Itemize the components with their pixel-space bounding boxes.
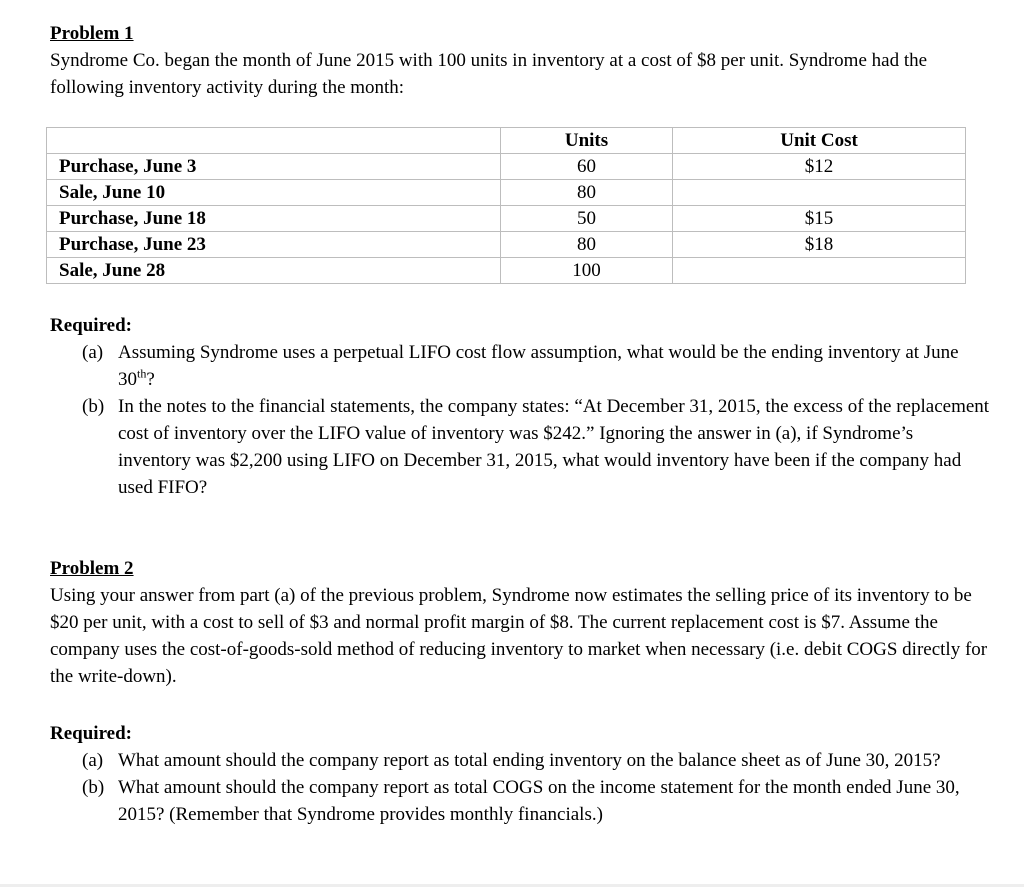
row-label: Sale, June 28	[47, 258, 501, 284]
row-label: Sale, June 10	[47, 180, 501, 206]
row-units: 50	[500, 206, 672, 232]
question-label: (a)	[82, 342, 104, 363]
question-a	[50, 747, 990, 774]
header-unit-cost: Unit Cost	[673, 128, 966, 154]
table-row	[47, 180, 966, 206]
problem-1-questions	[50, 339, 990, 501]
row-label: Purchase, June 18	[47, 206, 501, 232]
problem-2-intro: Using your answer from part (a) of the previous problem, Syndrome now estimates the selling price of its inventory to be $20 per unit, with a cost to sell of $3 and normal profit margin of $8. The current replacement cost is $7. Assume the company uses the cost-of-goods-sold method of reducing inventory to market when necessary (i.e. debit COGS directly for the write-down).	[50, 585, 988, 687]
row-unit-cost: $18	[673, 232, 966, 258]
problem-1-required-label: Required:	[50, 315, 132, 336]
table-row	[47, 258, 966, 284]
question-text: Assuming Syndrome uses a perpetual LIFO cost flow assumption, what would be the ending inventory at June 30	[118, 342, 959, 390]
table-row	[47, 232, 966, 258]
problem-2-heading: Problem 2	[50, 558, 134, 579]
question-text: In the notes to the financial statements, the company states: “At December 31, 2015, the excess of the replacement cost of inventory over the LIFO value of inventory was $242.” Ignoring the answer in (a), if Syndrome’s inventory was $2,200 using LIFO on December 31, 2015, what would inventory have been if the company had used FIFO?	[118, 396, 990, 498]
question-label: (b)	[82, 396, 105, 417]
row-unit-cost: $15	[673, 206, 966, 232]
ordinal-suffix: th	[137, 366, 147, 381]
row-label: Purchase, June 3	[47, 154, 501, 180]
problem-1-heading: Problem 1	[50, 23, 134, 44]
question-a	[50, 339, 990, 393]
question-text: What amount should the company report as total ending inventory on the balance sheet as of June 30, 2015?	[118, 750, 941, 771]
row-units: 80	[500, 232, 672, 258]
problem-1-intro: Syndrome Co. began the month of June 2015 with 100 units in inventory at a cost of $8 per unit. Syndrome had the following inventory activity during the month:	[50, 50, 928, 98]
row-unit-cost	[673, 180, 966, 206]
table-row	[47, 154, 966, 180]
row-label: Purchase, June 23	[47, 232, 501, 258]
question-b	[50, 774, 990, 828]
question-end: ?	[146, 369, 155, 390]
row-units: 60	[500, 154, 672, 180]
question-text: What amount should the company report as total COGS on the income statement for the month ended June 30, 2015? (Remember that Syndrome provides monthly financials.)	[118, 777, 960, 825]
row-units: 100	[500, 258, 672, 284]
question-label: (b)	[82, 777, 105, 798]
header-blank	[47, 128, 501, 154]
document-page	[50, 20, 990, 828]
table-header-row	[47, 128, 966, 154]
problem-2-required-label: Required:	[50, 723, 132, 744]
question-b	[50, 393, 990, 501]
row-unit-cost: $12	[673, 154, 966, 180]
inventory-activity-table	[46, 127, 966, 284]
table-row	[47, 206, 966, 232]
row-units: 80	[500, 180, 672, 206]
problem-2-questions	[50, 747, 990, 828]
question-label: (a)	[82, 750, 104, 771]
header-units: Units	[500, 128, 672, 154]
row-unit-cost	[673, 258, 966, 284]
